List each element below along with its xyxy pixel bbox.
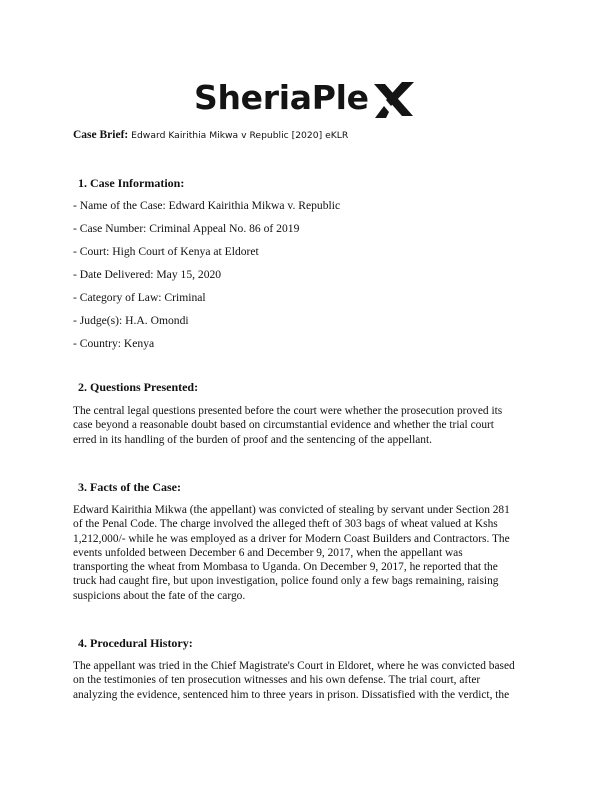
case-info-category: - Category of Law: Criminal (73, 291, 206, 304)
x-mark-icon (372, 80, 416, 120)
paragraph-line: analyzing the evidence, sentenced him to three years in prison. Dissatisfied with the verdict, the (73, 688, 510, 701)
case-info-number: - Case Number: Criminal Appeal No. 86 of 2019 (73, 222, 300, 235)
section-heading-questions-presented: 2. Questions Presented: (78, 380, 199, 394)
case-info-name: - Name of the Case: Edward Kairithia Mikwa v. Republic (73, 199, 341, 212)
paragraph-line: case beyond a reasonable doubt based on circumstantial evidence and whether the trial court (73, 419, 494, 432)
paragraph-line: The appellant was tried in the Chief Magistrate's Court in Eldoret, where he was convicted based (73, 660, 515, 672)
case-info-date: - Date Delivered: May 15, 2020 (73, 268, 222, 281)
logo-text: SheriaPle (194, 78, 369, 117)
paragraph-line: on the testimonies of ten prosecution witnesses and his own defense. The trial court, after (73, 674, 481, 687)
case-info-court: - Court: High Court of Kenya at Eldoret (73, 245, 259, 258)
paragraph-line: The central legal questions presented before the court were whether the prosecution proved its (73, 405, 503, 417)
section-heading-facts: 3. Facts of the Case: (78, 480, 181, 494)
paragraph-line: transporting the wheat from Mombasa to Uganda. On December 9, 2017, he reported that the (73, 561, 498, 574)
case-info-judges: - Judge(s): H.A. Omondi (73, 314, 189, 327)
case-brief-title: Edward Kairithia Mikwa v Republic [2020] eKLR (128, 130, 349, 141)
paragraph-line: 1,212,000/- while he was employed as a driver for Modern Coast Builders and Contractors. The (73, 532, 510, 545)
facts-paragraph (73, 503, 543, 603)
case-info-country: - Country: Kenya (73, 337, 155, 350)
paragraph-line: erred in its handling of the burden of proof and the sentencing of the appellant. (73, 433, 433, 446)
sheriaplex-logo (0, 76, 612, 124)
paragraph-line: events unfolded between December 6 and December 9, 2017, when the appellant was (73, 546, 463, 559)
questions-paragraph (73, 404, 543, 447)
case-brief (73, 128, 348, 143)
case-brief-label: Case Brief: (73, 129, 129, 141)
section-heading-procedural-history: 4. Procedural History: (78, 636, 193, 650)
paragraph-line: of the Penal Code. The charge involved the alleged theft of 303 bags of wheat valued at Kshs (73, 518, 498, 531)
section-heading-case-information: 1. Case Information: (78, 176, 185, 190)
paragraph-line: truck had caught fire, but upon investigation, police found only a few bags remaining, raising (73, 575, 499, 588)
paragraph-line: Edward Kairithia Mikwa (the appellant) was convicted of stealing by servant under Section 281 (73, 504, 510, 516)
paragraph-line: suspicions about the fate of the cargo. (73, 589, 246, 602)
procedural-paragraph (73, 659, 543, 702)
